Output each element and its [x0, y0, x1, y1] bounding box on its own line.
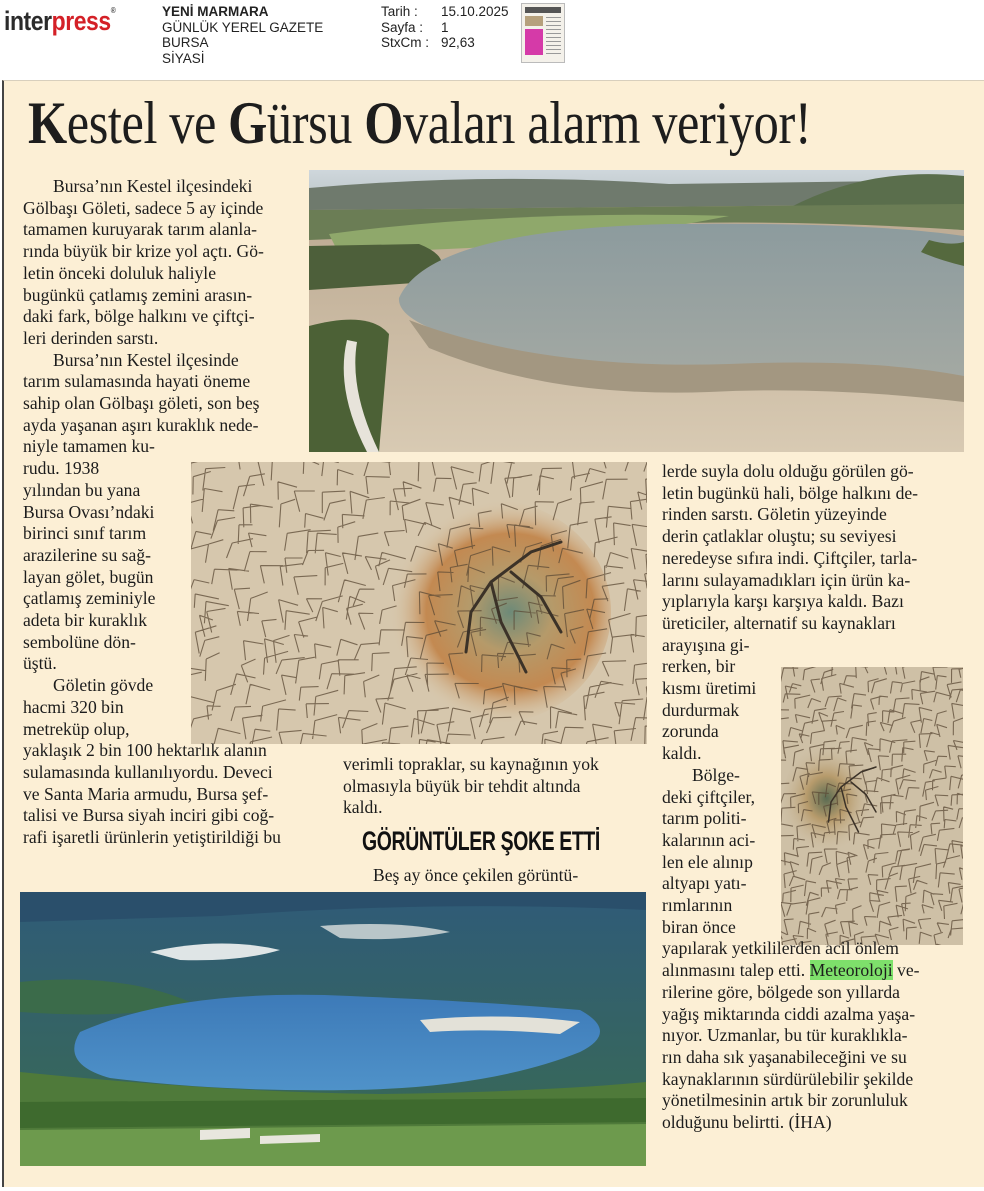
meta-page-row: Sayfa : 1 [381, 19, 449, 35]
publication-name: YENİ MARMARA [162, 4, 269, 19]
publication-city: BURSA [162, 35, 209, 50]
subheading: GÖRÜNTÜLER ŞOKE ETTİ [362, 826, 600, 856]
highlight-line: alınmasını talep etti. Meteoroloji ve- [662, 960, 920, 981]
interpress-logo: interpress® [4, 6, 116, 36]
meta-stxcm: 92,63 [441, 35, 475, 50]
publication-info [162, 4, 323, 66]
photo-dry-pond-aerial [309, 170, 964, 452]
article-column-1-top: Bursa’nın Kestel ilçesindeki Gölbaşı Göleti, sadece 5 ay içinde tamamen kuruyarak tarım alanla- rında büyük bir krize yol açtı. Gö- letin önceki doluluk haliyle bugünkü çatlamış zemini arasın- daki fark, bölge halkını ve çiftçi- leri derinden sarstı. Bursa’nın Kestel ilçesinde tarım sulamasında hayati öneme sahip olan Gölbaşı göleti, son beş ayda yaşanan aşırı kuraklık nede- niyle tamamen ku- rudu. 1938 yılından bu yana Bursa Ovası’ndaki birinci sınıf tarım arazilerine su sağ- layan gölet, bugün çatlamış zeminiyle adeta bir kuraklık sembolüne dön- üştü. Göletin gövde hacmi 320 bin metreküp olup, yaklaşık 2 bin 100 hektarlık alanın sulamasında kullanılıyordu. Deveci ve Santa Maria armudu, Bursa şef- talisi ve Bursa siyah inciri gibi coğ- rafi işaretli ürünlerin yetiştirildiği bu [23, 176, 281, 848]
meta-date: 15.10.2025 [441, 4, 509, 19]
clipping-meta [381, 4, 509, 51]
article-headline: Kestel ve Gürsu Ovaları alarm veriyor! [28, 90, 812, 156]
meta-date-row: Tarih : 15.10.2025 [381, 4, 509, 19]
meta-stxcm-row: StxCm : 92,63 [381, 35, 475, 50]
article-column-2-after: Beş ay önce çekilen görüntü- [373, 865, 579, 885]
publication-type: GÜNLÜK YEREL GAZETE [162, 19, 324, 35]
photo-full-pond-aerial [20, 892, 646, 1166]
meta-page: 1 [441, 19, 449, 35]
article-column-2: verimli topraklar, su kaynağının yok olmasıyla büyük bir tehdit altında kaldı. [343, 754, 599, 818]
article-column-3: lerde suyla dolu olduğu görülen gö- letin bugünkü hali, bölge halkını de- rinden sarstı. Göletin yüzeyinde derin çatlaklar oluştu; su seviyesi neredeyse sıfıra indi. Çiftçiler, tarla- larını sulayamadıkları için ürün ka- yıplarıyla karşı karşıya kaldı. Bazı üreticiler, alternatif su kaynakları arayışına gi- rerken, bir kısmı üretimi durdurmak zorunda kaldı. Bölge- deki çiftçiler, tarım politi- kalarının aci- len ele alınıp altyapı yatı- rımlarının biran önce yapılarak yetkililerden acil önlem alınmasını talep etti. Meteoroloji ve- rilerine göre, bölgede son yıllarda yağış miktarında ciddi azalma yaşa- nıyor. Uzmanlar, bu tür kuraklıkla- rın daha sık yaşanabileceğini ve su kaynaklarının sürdürülebilir şekilde yönetilmesinin artık bir zorunluluk olduğunu belirtti. (İHA) [662, 461, 962, 1134]
publication-section: SİYASİ [162, 50, 205, 66]
highlighted-keyword[interactable]: Meteoroloji [809, 960, 893, 981]
clipping-header [0, 0, 984, 72]
page-thumbnail[interactable] [521, 3, 565, 63]
